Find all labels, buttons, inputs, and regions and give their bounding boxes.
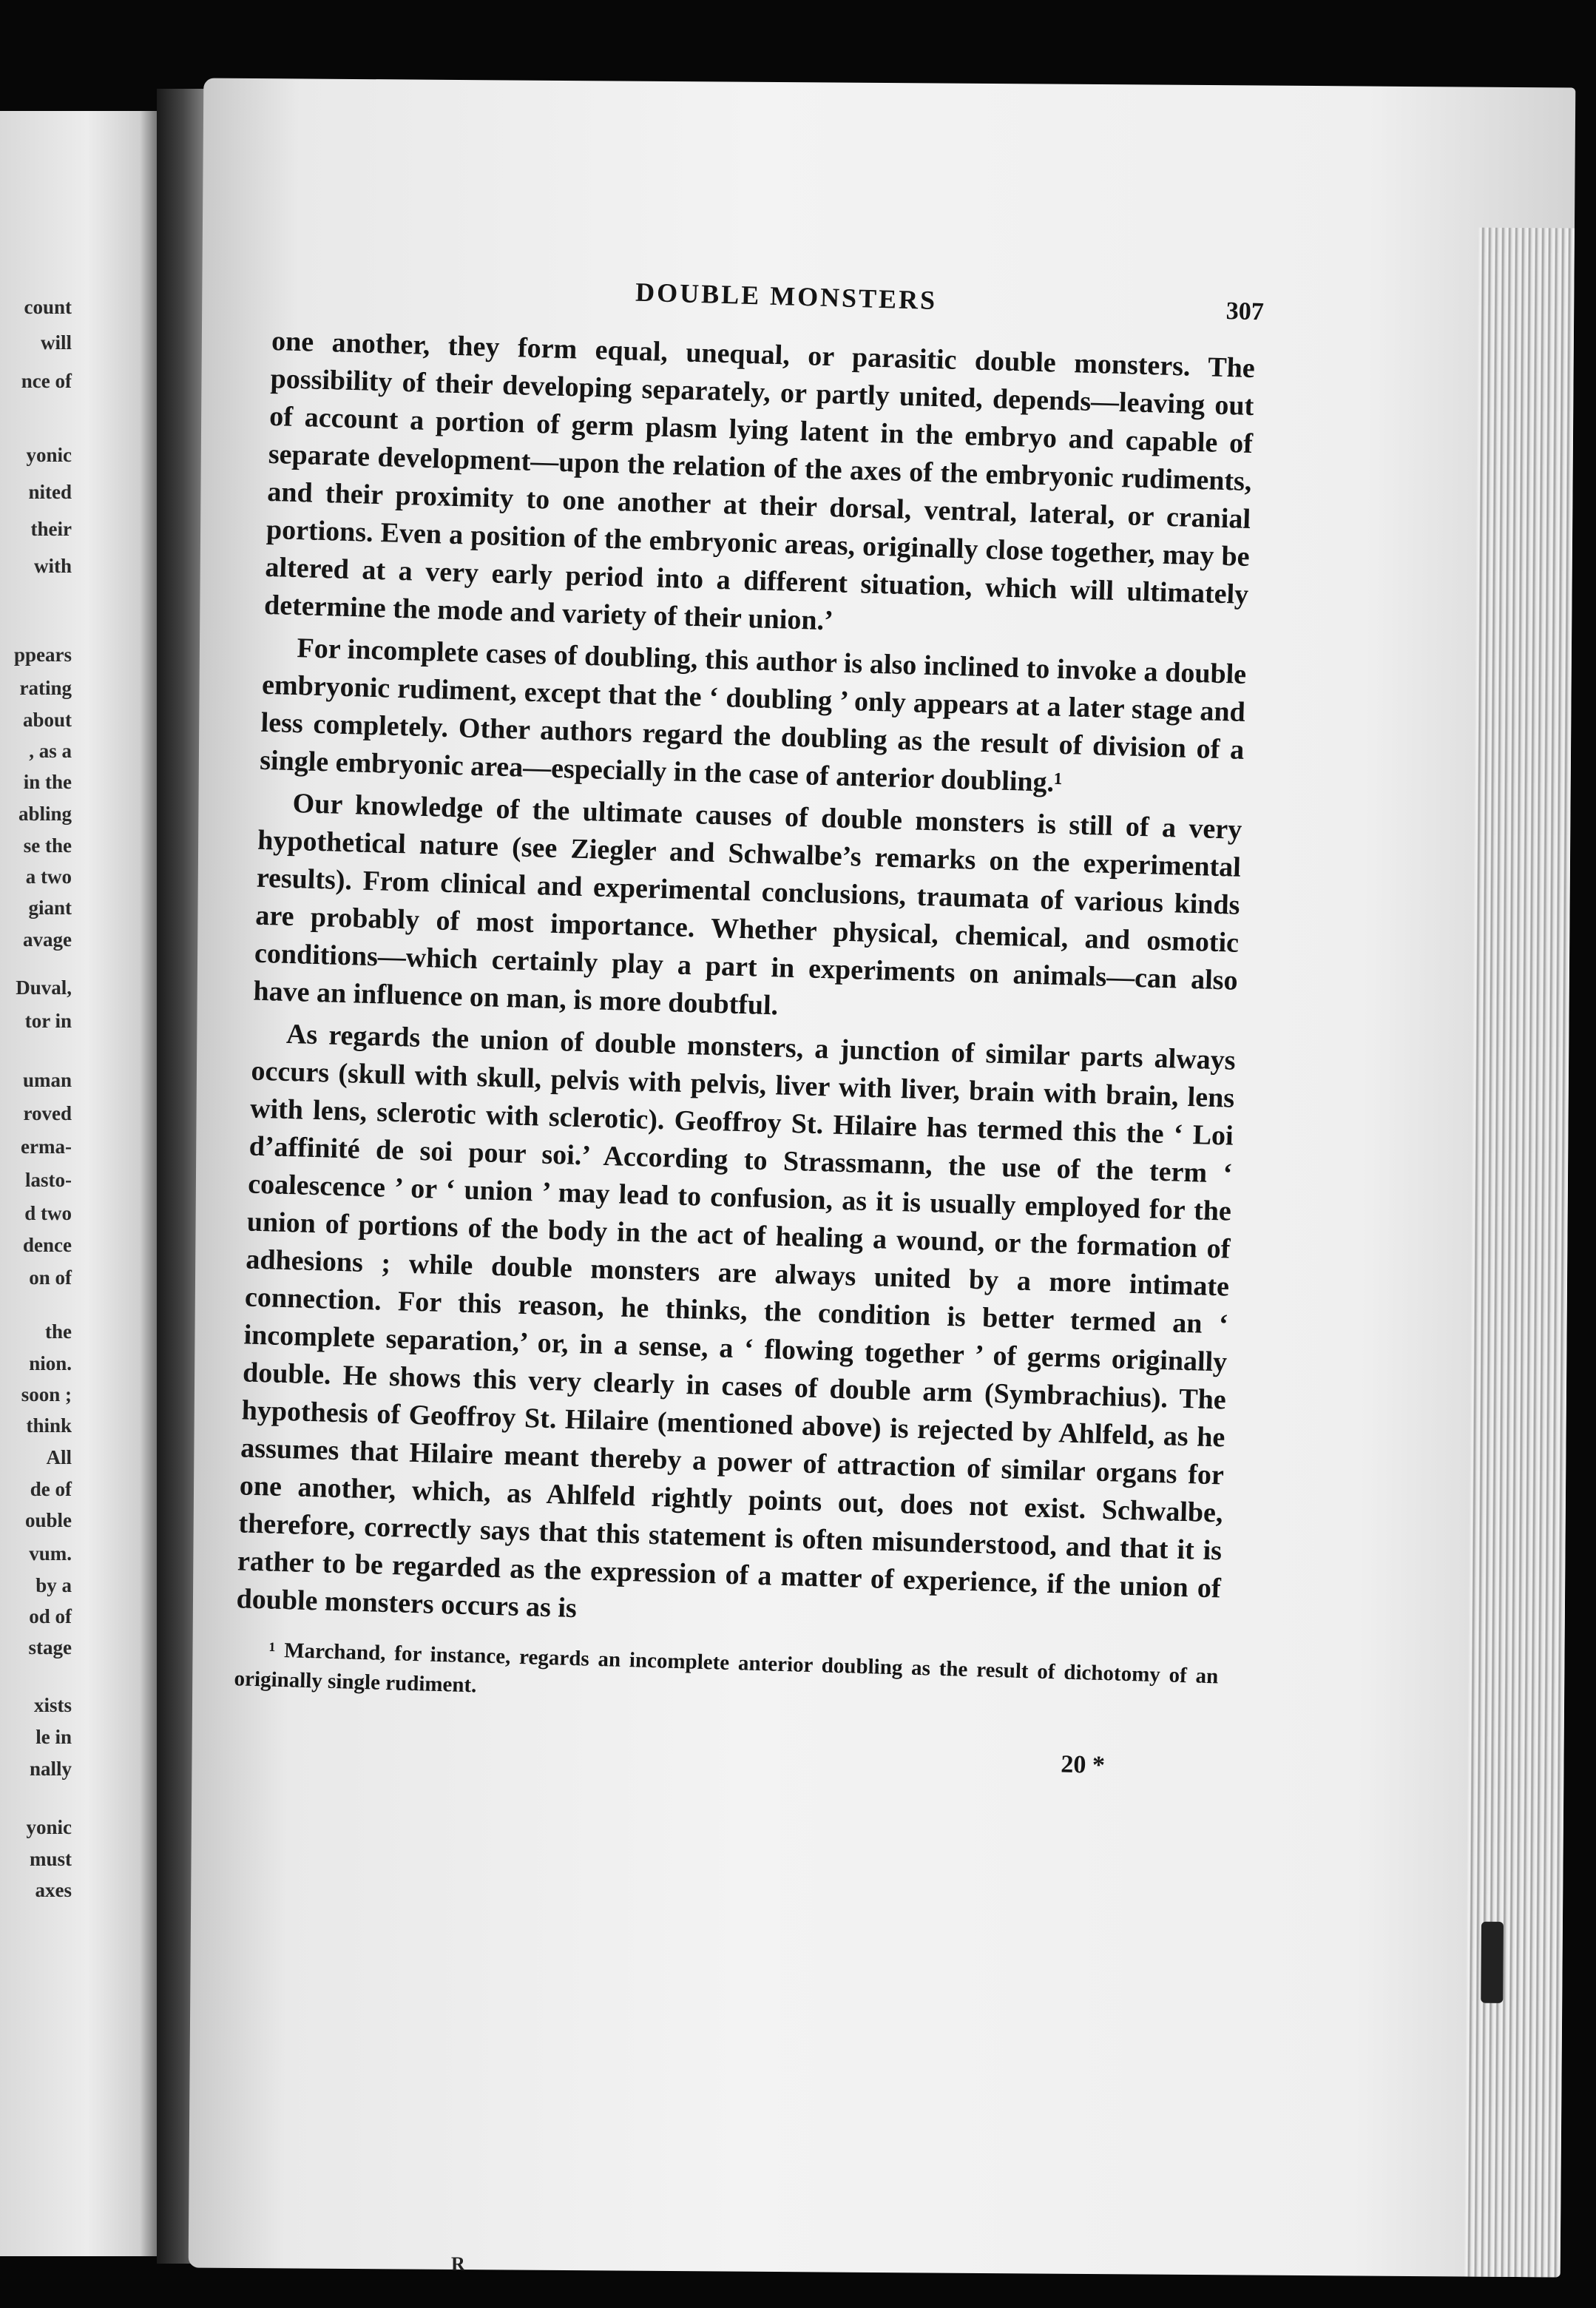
- footnote: ¹ Marchand, for instance, regards an incomplete anterior doubling as the result of dichotomy of an originally single rudiment.: [234, 1638, 1219, 1698]
- left-page-fragment: ppears: [13, 644, 72, 666]
- left-page-fragment: count: [24, 296, 72, 318]
- left-page-fragment: will: [40, 331, 72, 354]
- left-page-fragment: rating: [19, 677, 72, 699]
- left-page-fragment: roved: [23, 1102, 72, 1124]
- left-page-fragment: by a: [35, 1574, 72, 1596]
- left-page-fragment: lasto-: [25, 1169, 72, 1191]
- left-page-fragment: nce of: [21, 370, 72, 392]
- page-number: 307: [1225, 297, 1265, 326]
- left-page-fragment: axes: [35, 1879, 72, 1901]
- left-page-fragment: nited: [28, 481, 72, 503]
- left-page-fragment: dence: [23, 1234, 72, 1256]
- left-page-fragment: nion.: [29, 1352, 72, 1374]
- left-page-fragment: think: [26, 1414, 72, 1437]
- paragraph: As regards the union of double monsters, a junction of similar parts always occurs (skull with skull, pelvis with pelvis, liver with liver, brain with brain, lens with lens, sclerotic with sclerotic). Geoffroy St. Hilaire has termed this the ‘ Loi d’affinité de soi pour soi.’ According to Strassmann, the use of the term ‘ coalescence ’ or ‘ union ’ may lead to confusion, as it is usually employed for the union of portions of the body in the act of healing a wound, or the formation of adhesions ; while double monsters are always united by a more intimate connection. For this reason, he thinks, the condition is better termed an ‘ incomplete separation,’ or, in a sense, a ‘ flowing together ’ of germs originally double. He shows this very clearly in cases of double arm (Symbrachius). The hypothesis of Geoffroy St. Hilaire (mentioned above) is rejected by Ahlfeld, as he assumes that Hilaire meant thereby a power of attraction of similar organs for one another, which, as Ahlfeld rightly points out, does not exist. Schwalbe, therefore, correctly says that this statement is often misunderstood, and that it is rather to be regarded as the expression of a matter of experience, if the union of double monsters occurs as is: [236, 1018, 1237, 1624]
- bottom-mark: R: [451, 2253, 465, 2275]
- page-stack-edges: [1464, 228, 1575, 2278]
- left-page-fragment: a two: [25, 866, 72, 888]
- left-page-fragment: Duval,: [16, 976, 72, 999]
- left-page-fragment: yonic: [26, 1816, 72, 1838]
- left-page-fragment: on of: [29, 1266, 72, 1289]
- left-page-fragment: their: [30, 518, 72, 540]
- paragraph: one another, they form equal, unequal, or parasitic double monsters. The possibility of their developing separately, or partly united, depends—leaving out of account a portion of germ plasm lying latent in the embryo and capable of separate development—upon the relation of the axes of the embryonic rudiments, and their proximity to one another at their dorsal, ventral, lateral, or cranial portions. Even a position of the embryonic areas, originally close together, may be altered at a very early period into a different situation, which will ultimately determine the mode and variety of their union.’: [263, 325, 1256, 637]
- left-page-fragment: with: [33, 555, 72, 577]
- left-page-fragment: vum.: [29, 1542, 72, 1565]
- left-page-fragment: abling: [18, 803, 72, 825]
- left-page-fragment: erma-: [21, 1136, 72, 1158]
- running-head-title: DOUBLE MONSTERS: [635, 277, 938, 316]
- signature-mark: 20 *: [1060, 1750, 1106, 1780]
- left-page-fragment: ouble: [24, 1509, 72, 1531]
- left-page-fragment: must: [29, 1848, 72, 1870]
- left-page-fragment: stage: [28, 1636, 72, 1659]
- left-page-fragment: All: [46, 1446, 72, 1468]
- left-page-fragment: avage: [23, 928, 72, 951]
- paragraph: Our knowledge of the ultimate causes of double monsters is still of a very hypothetical nature (see Ziegler and Schwalbe’s remarks on the experimental results). From clinical and experimental conclusions, traumata of various kinds are probably of most importance. Whether physical, chemical, and osmotic conditions—which certainly play a part in experiments on animals—can also have an influence on man, is more doubtful.: [253, 788, 1242, 1022]
- left-page-fragment: uman: [22, 1069, 72, 1091]
- left-page-fragment: d two: [24, 1202, 72, 1224]
- left-page-fragment: yonic: [26, 444, 72, 466]
- paragraph: For incomplete cases of doubling, this author is also inclined to invoke a double embryonic rudiment, except that the ‘ doubling ’ only appears at a later stage and less completely. Other authors regard the doubling as the result of division of a single embryonic area—especially in the case of anterior doubling.¹: [259, 632, 1247, 799]
- left-page-fragment: the: [45, 1320, 72, 1343]
- left-facing-page: [0, 111, 159, 2256]
- left-page-fragment: se the: [23, 834, 72, 857]
- left-page-fragment: xists: [33, 1694, 72, 1716]
- left-page-fragment: in the: [23, 771, 72, 793]
- left-page-fragment: tor in: [24, 1010, 72, 1032]
- left-page-fragment: about: [22, 709, 72, 731]
- left-page-fragment: nally: [29, 1758, 72, 1780]
- edge-mark: [1481, 1922, 1504, 2003]
- left-page-fragment: de of: [30, 1478, 72, 1500]
- left-page-fragment: , as a: [29, 740, 72, 762]
- left-page-fragment: soon ;: [21, 1383, 72, 1406]
- left-page-fragment: od of: [29, 1605, 72, 1627]
- left-page-fragment: giant: [28, 897, 72, 919]
- page-text-block: [232, 266, 1265, 1783]
- left-page-fragment: le in: [35, 1726, 72, 1748]
